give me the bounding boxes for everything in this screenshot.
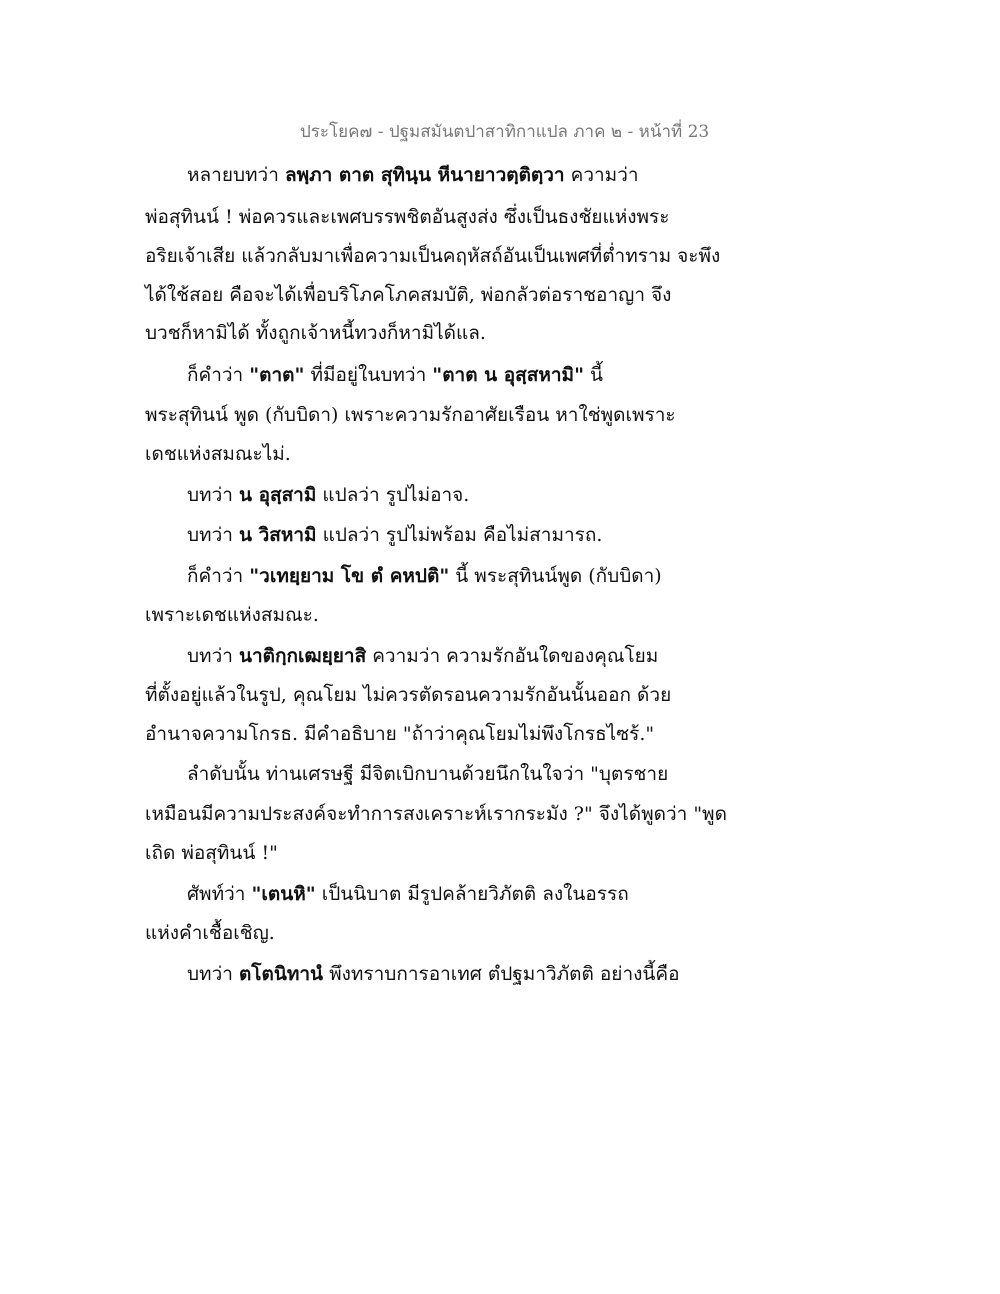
text-run: เดชแห่งสมณะไม่. [145,443,291,465]
text-run: ที่มีอยู่ในบทว่า [304,364,433,386]
text-line [145,318,486,348]
text-run: แปลว่า รูปไม่อาจ. [316,484,470,506]
text-run: หลายบทว่า [187,164,285,186]
text-run: เหมือนมีความประสงค์จะทำการสงเคราะห์เรากระมัง ?" จึงได้พูดว่า "พูด [145,803,727,825]
text-run: พึงทราบการอาเทศ ตํปฐมาวิภัตติ อย่างนี้คือ [323,963,680,985]
text-line [145,719,654,749]
text-line [187,959,680,989]
bold-term: "ตาต น อุสฺสหามิ" [432,364,584,386]
text-line [187,561,662,591]
bold-term: นาติกฺกเฒยฺยาสิ [238,645,367,667]
text-run: นี้ พระสุทินน์พูด (กับบิดา) [449,565,662,587]
text-line [187,759,668,789]
text-run: ลำดับนั้น ท่านเศรษฐี มีจิตเบิกบานด้วยนึกในใจว่า "บุตรชาย [187,763,669,785]
text-run: บวชก็หามิได้ ทั้งถูกเจ้าหนี้ทวงก็หามิได้แล. [145,322,486,344]
text-run: ที่ตั้งอยู่แล้วในรูป, คุณโยม ไม่ควรตัดรอนความรักอันนั้นออก ด้วย [145,684,672,706]
text-line [145,600,319,630]
text-run: เป็นนิบาต มีรูปคล้ายวิภัตติ ลงในอรรถ [315,883,629,905]
text-run: ได้ใช้สอย คือจะได้เพื่อบริโภคโภคสมบัติ, พ่อกลัวต่อราชอาญา จึง [145,284,672,306]
text-line [145,918,275,948]
bold-term: "วเทยฺยาม โข ตํ คหปติ" [249,565,450,587]
text-run: พระสุทินน์ พูด (กับบิดา) เพราะความรักอาศัยเรือน หาใช่พูดเพราะ [145,404,676,426]
text-line [145,241,720,271]
text-run: ก็คำว่า [187,565,250,587]
text-run: อริยเจ้าเสีย แล้วกลับมาเพื่อความเป็นคฤหัสถ์อันเป็นเพศที่ต่ำทราม จะพึง [145,245,721,267]
text-line [187,641,658,671]
text-run: บทว่า [187,524,239,546]
text-line [187,160,639,190]
text-line [145,680,671,710]
page-header: ประโยค๗ - ปฐมสมันตปาสาทิกาแปล ภาค ๒ - หน้าที่ 23 [300,122,710,142]
text-run: เพราะเดชแห่งสมณะ. [145,604,319,626]
text-run: แห่งคำเชื้อเชิญ. [145,922,275,944]
text-line [187,480,469,510]
text-line [145,202,669,232]
text-run: พ่อสุทินน์ ! พ่อควรและเพศบรรพชิตอันสูงส่ง ซึ่งเป็นธงชัยแห่งพระ [145,206,670,228]
text-run: แปลว่า รูปไม่พร้อม คือไม่สามารถ. [316,524,603,546]
text-line [145,838,278,868]
text-line [187,360,603,390]
text-run: ก็คำว่า [187,364,250,386]
text-run: นี้ [583,364,604,386]
text-line [145,400,676,430]
bold-term: น อุสฺสามิ [238,484,317,506]
text-run: ความว่า [564,164,639,186]
text-run: อำนาจความโกรธ. มีคำอธิบาย "ถ้าว่าคุณโยมไม่พึงโกรธไซร้." [145,723,655,745]
text-line [187,879,629,909]
text-run: ความว่า ความรักอันใดของคุณโยม [366,645,659,667]
bold-term: ลพฺภา ตาต สุทินฺน หีนายาวตฺติตฺวา [284,164,565,186]
text-line [145,799,727,829]
text-run: เถิด พ่อสุทินน์ !" [145,842,278,864]
text-run: บทว่า [187,963,239,985]
text-run: ศัพท์ว่า [187,883,252,905]
bold-term: น วิสหามิ [238,524,317,546]
text-line [145,439,291,469]
bold-term: "เตนหิ" [251,883,316,905]
bold-term: "ตาต" [249,364,305,386]
bold-term: ตโตนิทานํ [238,963,324,985]
text-line [145,280,671,310]
text-line [187,520,602,550]
text-run: บทว่า [187,645,239,667]
text-run: บทว่า [187,484,239,506]
